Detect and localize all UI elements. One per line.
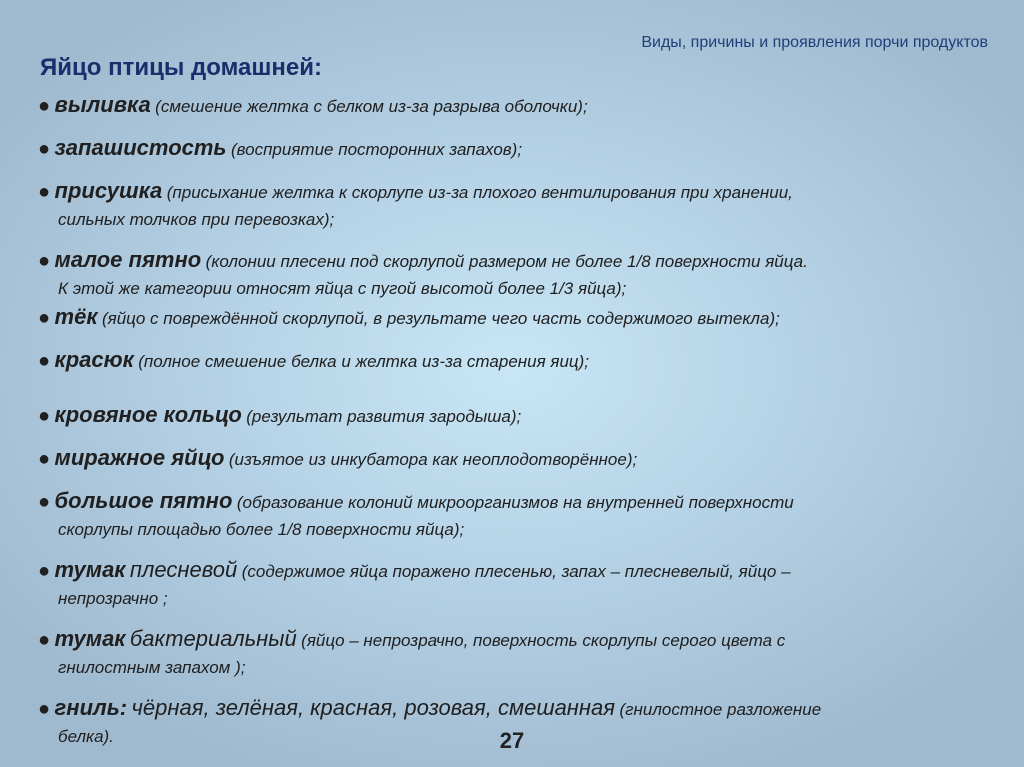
bullet-icon: ●: [38, 448, 51, 470]
slide-title: Яйцо птицы домашней:: [40, 54, 322, 81]
item-term: кровяное кольцо: [54, 402, 242, 427]
item-description-continued: гнилостным запахом );: [58, 658, 246, 677]
spoilage-list: [38, 92, 988, 750]
item-term: тёк: [54, 304, 98, 329]
item-description: (гнилостное разложение: [619, 700, 822, 719]
item-description-continued: белка).: [58, 727, 114, 746]
slide-header: Виды, причины и проявления порчи продуктов: [641, 34, 988, 51]
bullet-icon: ●: [38, 560, 51, 582]
bullet-icon: ●: [38, 138, 51, 160]
item-description-continued: К этой же категории относят яйца с пугой высотой более 1/3 яйца);: [58, 279, 627, 298]
item-term: запашистость: [54, 135, 227, 160]
item-term: тумак: [54, 557, 126, 582]
bullet-icon: ●: [38, 629, 51, 651]
item-term: миражное яйцо: [54, 445, 225, 470]
bullet-icon: ●: [38, 350, 51, 372]
item-term: красюк: [54, 347, 134, 372]
item-description: (колонии плесени под скорлупой размером не более 1/8 поверхности яйца.: [205, 252, 808, 271]
item-term-suffix: плесневой: [129, 557, 238, 582]
item-term: присушка: [54, 178, 163, 203]
page-number: 27: [499, 728, 525, 753]
item-term: большое пятно: [54, 488, 233, 513]
list-item: [38, 488, 988, 543]
list-item: [38, 445, 988, 474]
item-description-continued: сильных толчков при перевозках);: [58, 210, 335, 229]
bullet-icon: ●: [38, 491, 51, 513]
list-item: [38, 247, 988, 302]
item-term: малое пятно: [54, 247, 202, 272]
item-description: (восприятие посторонних запахов);: [230, 140, 523, 159]
item-description: (изъятое из инкубатора как неоплодотворённое);: [228, 450, 638, 469]
item-description: (полное смешение белка и желтка из-за старения яиц);: [138, 352, 590, 371]
item-term-suffix: чёрная, зелёная, красная, розовая, смешанная: [131, 695, 616, 720]
item-term: тумак: [54, 626, 126, 651]
bullet-icon: ●: [38, 250, 51, 272]
bullet-icon: ●: [38, 698, 51, 720]
list-item: [38, 557, 988, 612]
item-term: гниль:: [54, 695, 128, 720]
item-description: (содержимое яйца поражено плесенью, запах – плесневелый, яйцо –: [241, 562, 791, 581]
list-item: [38, 135, 988, 164]
item-description: (образование колоний микроорганизмов на внутренней поверхности: [236, 493, 794, 512]
bullet-icon: ●: [38, 307, 51, 329]
list-item: [38, 402, 988, 431]
item-description-continued: скорлупы площадью более 1/8 поверхности яйца);: [58, 520, 465, 539]
item-description-continued: непрозрачно ;: [58, 589, 168, 608]
item-description: (яйцо с повреждённой скорлупой, в результате чего часть содержимого вытекла);: [101, 309, 780, 328]
item-term: выливка: [54, 92, 151, 117]
item-description: (присыхание желтка к скорлупе из-за плохого вентилирования при хранении,: [166, 183, 793, 202]
item-description: (результат развития зародыша);: [246, 407, 522, 426]
list-item: [38, 347, 988, 376]
bullet-icon: ●: [38, 95, 51, 117]
item-term-suffix: бактериальный: [129, 626, 297, 651]
bullet-icon: ●: [38, 181, 51, 203]
bullet-icon: ●: [38, 405, 51, 427]
list-item: [38, 178, 988, 233]
list-item: [38, 304, 988, 333]
item-description: (яйцо – непрозрачно, поверхность скорлупы серого цвета с: [301, 631, 786, 650]
list-item: [38, 92, 988, 121]
list-item: [38, 626, 988, 681]
item-description: (смешение желтка с белком из-за разрыва оболочки);: [155, 97, 588, 116]
